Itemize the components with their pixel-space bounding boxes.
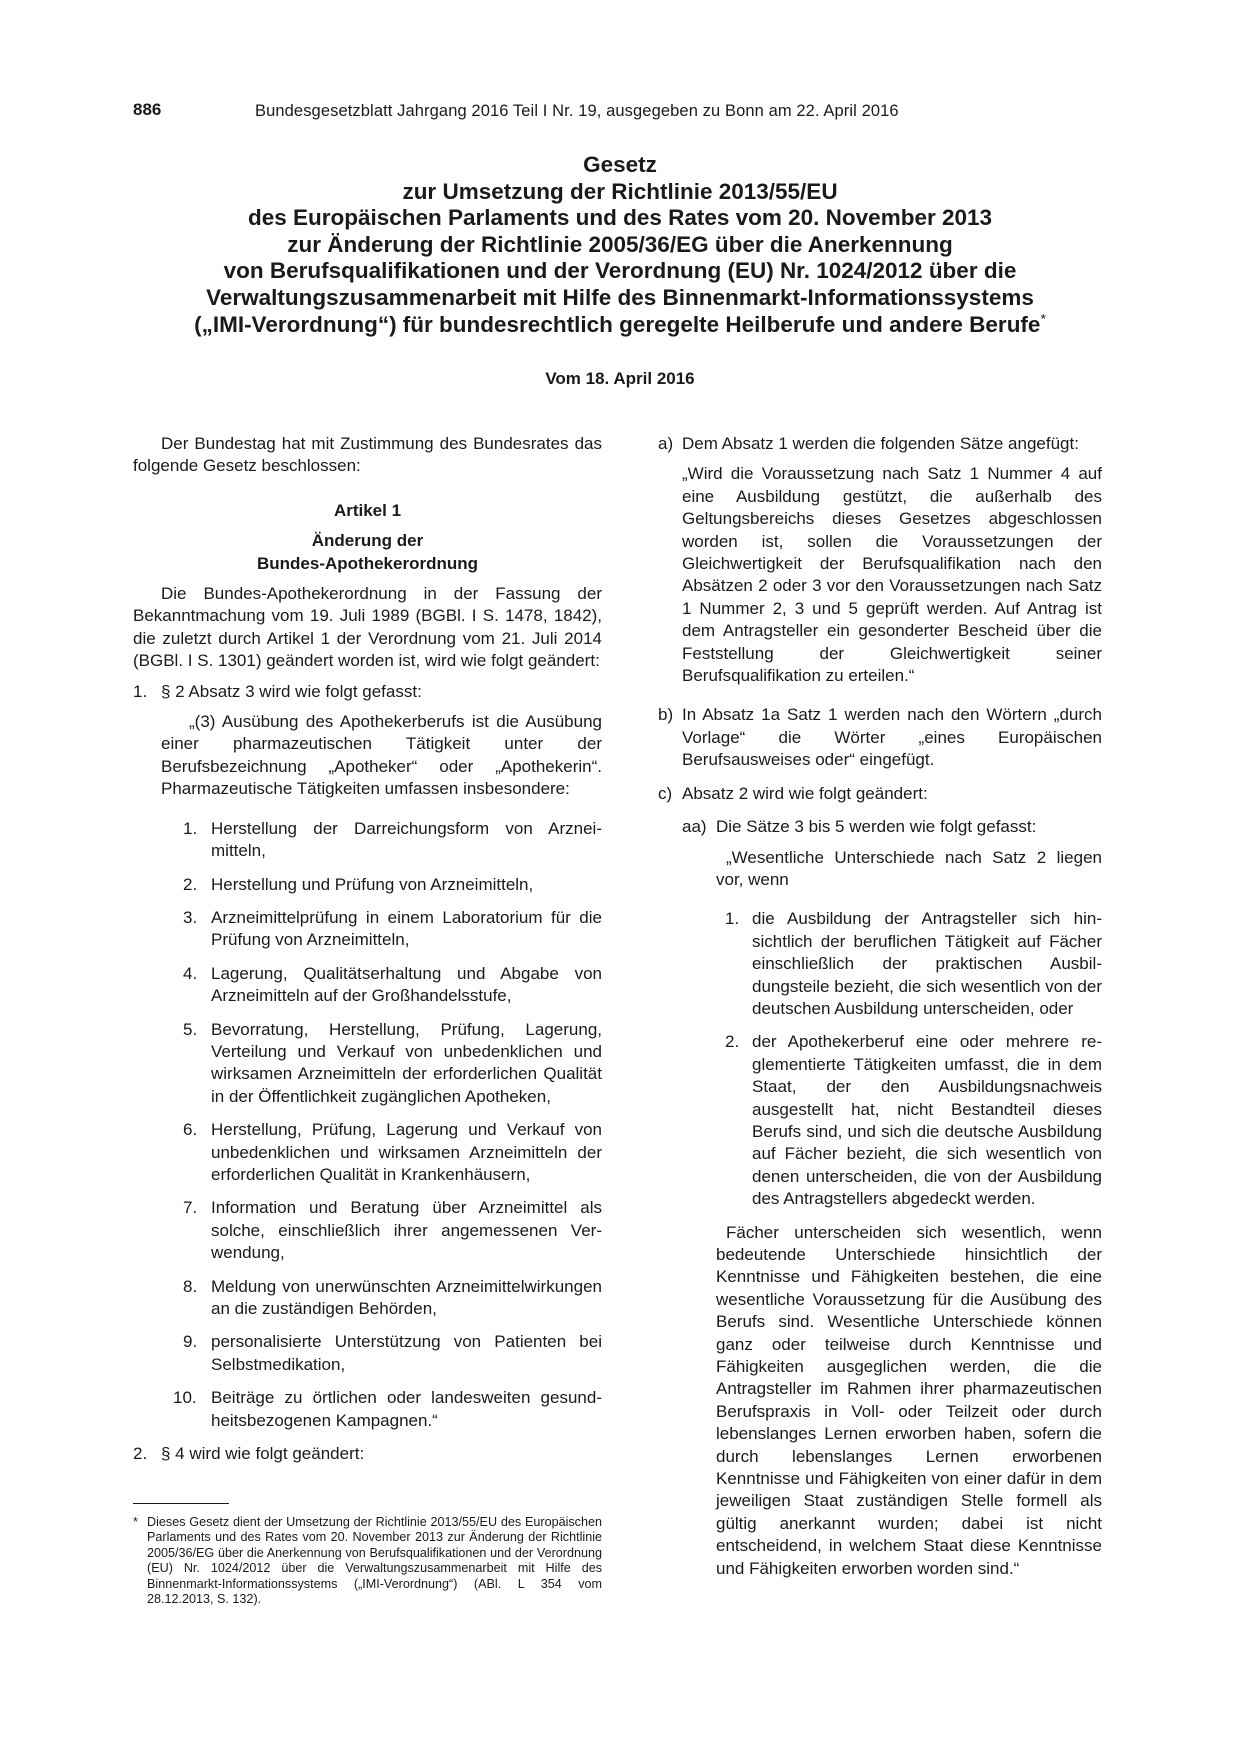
list-item bbox=[658, 1031, 1102, 1210]
footnote-divider bbox=[133, 1503, 229, 1504]
list-text: Information und Beratung über Arzneimittel als solche, einschließlich ihrer angemessenen Verwendung, bbox=[211, 1198, 602, 1263]
list-number: 1. bbox=[183, 818, 198, 838]
footnote-reference: * bbox=[1040, 310, 1046, 327]
sub-item bbox=[658, 783, 1102, 805]
right-column bbox=[658, 433, 1102, 1597]
title-line bbox=[80, 312, 1160, 339]
list-text: Herstellung, Prüfung, Lagerung und Verkauf von unbedenklichen und wirksamen Arzneimitteln der erforderlichen Qualität in Krankenhäusern, bbox=[211, 1120, 602, 1184]
sub-item-label: b) bbox=[658, 705, 674, 725]
list-text: personalisierte Unterstützung von Patienten bei Selbstmedikation, bbox=[211, 1332, 602, 1374]
list-item bbox=[161, 1119, 602, 1186]
sub-item bbox=[658, 704, 1102, 771]
sub-item-label: a) bbox=[658, 434, 674, 453]
item-number: 2. bbox=[133, 1444, 148, 1464]
list-number: 8. bbox=[183, 1276, 198, 1296]
quoted-text: „(3) Ausübung des Apothekerberufs ist die Ausübung einer pharmazeutischen Tätigkeit unter der Berufsbezeichnung „Apotheker“ oder „Apothekerin“. Pharmazeutische Tätigkeiten umfassen insbesondere: bbox=[161, 712, 602, 799]
footnote-mark: * bbox=[133, 1515, 138, 1529]
list-text: Herstellung und Prüfung von Arzneimitteln, bbox=[211, 874, 534, 894]
title-line: Gesetz bbox=[583, 152, 657, 177]
title-line: zur Änderung der Richtlinie 2005/36/EG über die Anerkennung bbox=[287, 231, 953, 257]
article-heading: Bundes-Apothekerordnung bbox=[257, 553, 478, 573]
list-number: 3. bbox=[183, 907, 198, 927]
amendment-item bbox=[133, 1443, 602, 1465]
title-line: Verwaltungszusammenarbeit mit Hilfe des Binnenmarkt-Informationssystems bbox=[206, 284, 1034, 310]
list-number: 9. bbox=[183, 1332, 198, 1352]
list-text: Meldung von unerwünschten Arzneimittelwirkungen an die zuständigen Behörden, bbox=[211, 1276, 602, 1318]
sub-item-text: Absatz 2 wird wie folgt geändert: bbox=[682, 783, 928, 803]
list-text: Beiträge zu örtlichen oder landesweiten gesundheitsbezogenen Kampagnen.“ bbox=[211, 1388, 602, 1430]
sub-sub-item bbox=[658, 816, 1102, 838]
law-title bbox=[80, 152, 1160, 338]
item-text: § 4 wird wie folgt geändert: bbox=[161, 1444, 365, 1464]
quoted-text: „Wesentliche Unterschiede nach Satz 2 liegen vor, wenn bbox=[716, 847, 1102, 889]
list-number: 7. bbox=[183, 1198, 198, 1218]
list-item bbox=[161, 1276, 602, 1321]
list-item bbox=[161, 1019, 602, 1109]
sub-item bbox=[658, 433, 1102, 455]
sub-item-text: Dem Absatz 1 werden die folgenden Sätze angefügt: bbox=[682, 434, 1079, 453]
list-item bbox=[658, 908, 1102, 1020]
list-text: Arzneimittelprüfung in einem Laboratorium für die Prüfung von Arzneimitteln, bbox=[211, 907, 602, 950]
quoted-text: „Wird die Voraussetzung nach Satz 1 Nummer 4 auf eine Ausbildung gestützt, die außerhalb des Geltungsbereichs dieses Gesetzes abgeschlossen worden ist, sollen die Voraussetzungen der Gleichwertigkeit der Berufsqualifikation nach den Absätzen 2 oder 3 vor den Voraussetzungen nach Satz 1 Nummer 2, 3 und 5 geprüft werden. Auf Antrag ist dem Antragsteller ein gesonderter Bescheid über die Feststellung der Gleichwertigkeit seiner Berufsqualifikation zu erteilen.“ bbox=[682, 464, 1102, 686]
list-text: Bevorratung, Herstellung, Prüfung, Lagerung, Verteilung und Verkauf von unbedenklichen und wirksamen Arzneimitteln der erforderlichen Qualität in der Öffentlichkeit zugänglichen Apotheken, bbox=[211, 1019, 602, 1106]
title-line-text: („IMI-Verordnung“) für bundesrechtlich geregelte Heilberufe und andere Berufe bbox=[194, 311, 1041, 337]
list-item bbox=[161, 1197, 602, 1264]
footnote-text: Dieses Gesetz dient der Umsetzung der Richtlinie 2013/55/EU des Europäischen Parlaments und des Rates vom 20. November 2013 zur Änderung der Richtlinie 2005/36/EG über die Anerkennung von Berufsqualifikationen und der Verordnung (EU) Nr. 1024/2012 über die Verwaltungszusammenarbeit mit Hilfe des Binnenmarkt-Informationssystems („IMI-Verordnung“) (ABl. L 354 vom 28.12.2013, S. 132). bbox=[147, 1515, 602, 1607]
title-line: von Berufsqualifikationen und der Verordnung (EU) Nr. 1024/2012 über die bbox=[223, 258, 1017, 284]
body-paragraph: Die Bundes-Apothekerordnung in der Fassung der Bekanntmachung vom 19. Juli 1989 (BGBl. I S. 1478, 1842), die zuletzt durch Artikel 1 der Verordnung vom 21. Juli 2014 (BGBl. I S. 1301) geändert worden ist, wird wie folgt geändert: bbox=[133, 584, 602, 671]
list-number: 2. bbox=[183, 874, 198, 894]
list-text: der Apothekerberuf eine oder mehrere reglementierte Tätigkeiten umfasst, die in dem Staat, der den Ausbildungsnachweis ausgestellt hat, nicht Bestandteil dieses Berufs sind, und sich die deutsche Ausbildung auf Fächer bezieht, die sich wesentlich von denen unterscheiden, die von der Ausbildung des Antragstellers abgedeckt werden. bbox=[752, 1032, 1102, 1209]
list-text: Lagerung, Qualitätserhaltung und Abgabe von Arzneimitteln auf der Großhandelsstufe, bbox=[211, 963, 602, 1006]
list-item bbox=[161, 818, 602, 863]
page-number: 886 bbox=[133, 100, 162, 119]
running-header: Bundesgesetzblatt Jahrgang 2016 Teil I Nr. 19, ausgegeben zu Bonn am 22. April 2016 bbox=[255, 102, 899, 120]
title-line: zur Umsetzung der Richtlinie 2013/55/EU bbox=[402, 178, 838, 204]
left-column bbox=[133, 433, 602, 1465]
intro-paragraph: Der Bundestag hat mit Zustimmung des Bundesrates das folgende Gesetz beschlossen: bbox=[133, 434, 602, 476]
list-item bbox=[161, 1331, 602, 1376]
list-number: 1. bbox=[725, 909, 740, 929]
list-item bbox=[161, 1387, 602, 1432]
item-number: 1. bbox=[133, 681, 148, 701]
list-number: 10. bbox=[173, 1388, 197, 1408]
article-number: Artikel 1 bbox=[333, 500, 402, 520]
sub-sub-item-text: Die Sätze 3 bis 5 werden wie folgt gefasst: bbox=[716, 817, 1037, 837]
list-item bbox=[161, 907, 602, 952]
footnote bbox=[133, 1515, 602, 1607]
list-text: die Ausbildung der Antragsteller sich hinsichtlich der beruflichen Tätigkeit auf Fächer einschließlich der praktischen Ausbildungsteile bezieht, die sich wesentlich von der deutschen Ausbildung unterscheiden, oder bbox=[752, 909, 1102, 1018]
list-text: Herstellung der Darreichungsform von Arzneimitteln, bbox=[211, 818, 602, 861]
title-line: des Europäischen Parlaments und des Rates vom 20. November 2013 bbox=[247, 205, 993, 231]
list-item bbox=[161, 963, 602, 1008]
list-item bbox=[161, 874, 602, 896]
sub-item-text: In Absatz 1a Satz 1 werden nach den Wörtern „durch Vorlage“ die Wörter „eines Europäischen Berufsausweises oder“ eingefügt. bbox=[682, 705, 1102, 770]
list-number: 5. bbox=[183, 1019, 198, 1039]
date-line: Vom 18. April 2016 bbox=[545, 369, 695, 388]
item-text: § 2 Absatz 3 wird wie folgt gefasst: bbox=[161, 681, 422, 701]
amendment-item bbox=[133, 681, 602, 703]
article-heading: Änderung der bbox=[311, 531, 424, 551]
list-number: 4. bbox=[183, 963, 198, 983]
sub-item-label: c) bbox=[658, 783, 673, 803]
sub-sub-item-label: aa) bbox=[682, 817, 707, 837]
list-number: 2. bbox=[725, 1032, 740, 1052]
list-number: 6. bbox=[183, 1120, 198, 1140]
closing-paragraph: Fächer unterscheiden sich wesentlich, wenn bedeutende Unterschiede hinsichtlich der Kenntnisse und Fähigkeiten bestehen, die eine wesentliche Voraussetzung für die Ausübung des Berufs sind. Wesentliche Unterschiede können ganz oder teilweise durch Kenntnisse und Fähigkeiten ausgeglichen werden, die die Antragsteller im Rahmen ihrer pharmazeutischen Berufspraxis in Voll- oder Teilzeit oder durch lebenslanges Lernen erworben haben, sofern die durch lebenslanges Lernen erworbenen Kenntnisse und Fähigkeiten von einer dafür in dem jeweiligen Staat zuständigen Stelle formell als gültig anerkannt wurden; dabei ist nicht entscheidend, in welchem Staat diese Kenntnisse und Fähigkeiten erworben worden sind.“ bbox=[716, 1222, 1102, 1578]
